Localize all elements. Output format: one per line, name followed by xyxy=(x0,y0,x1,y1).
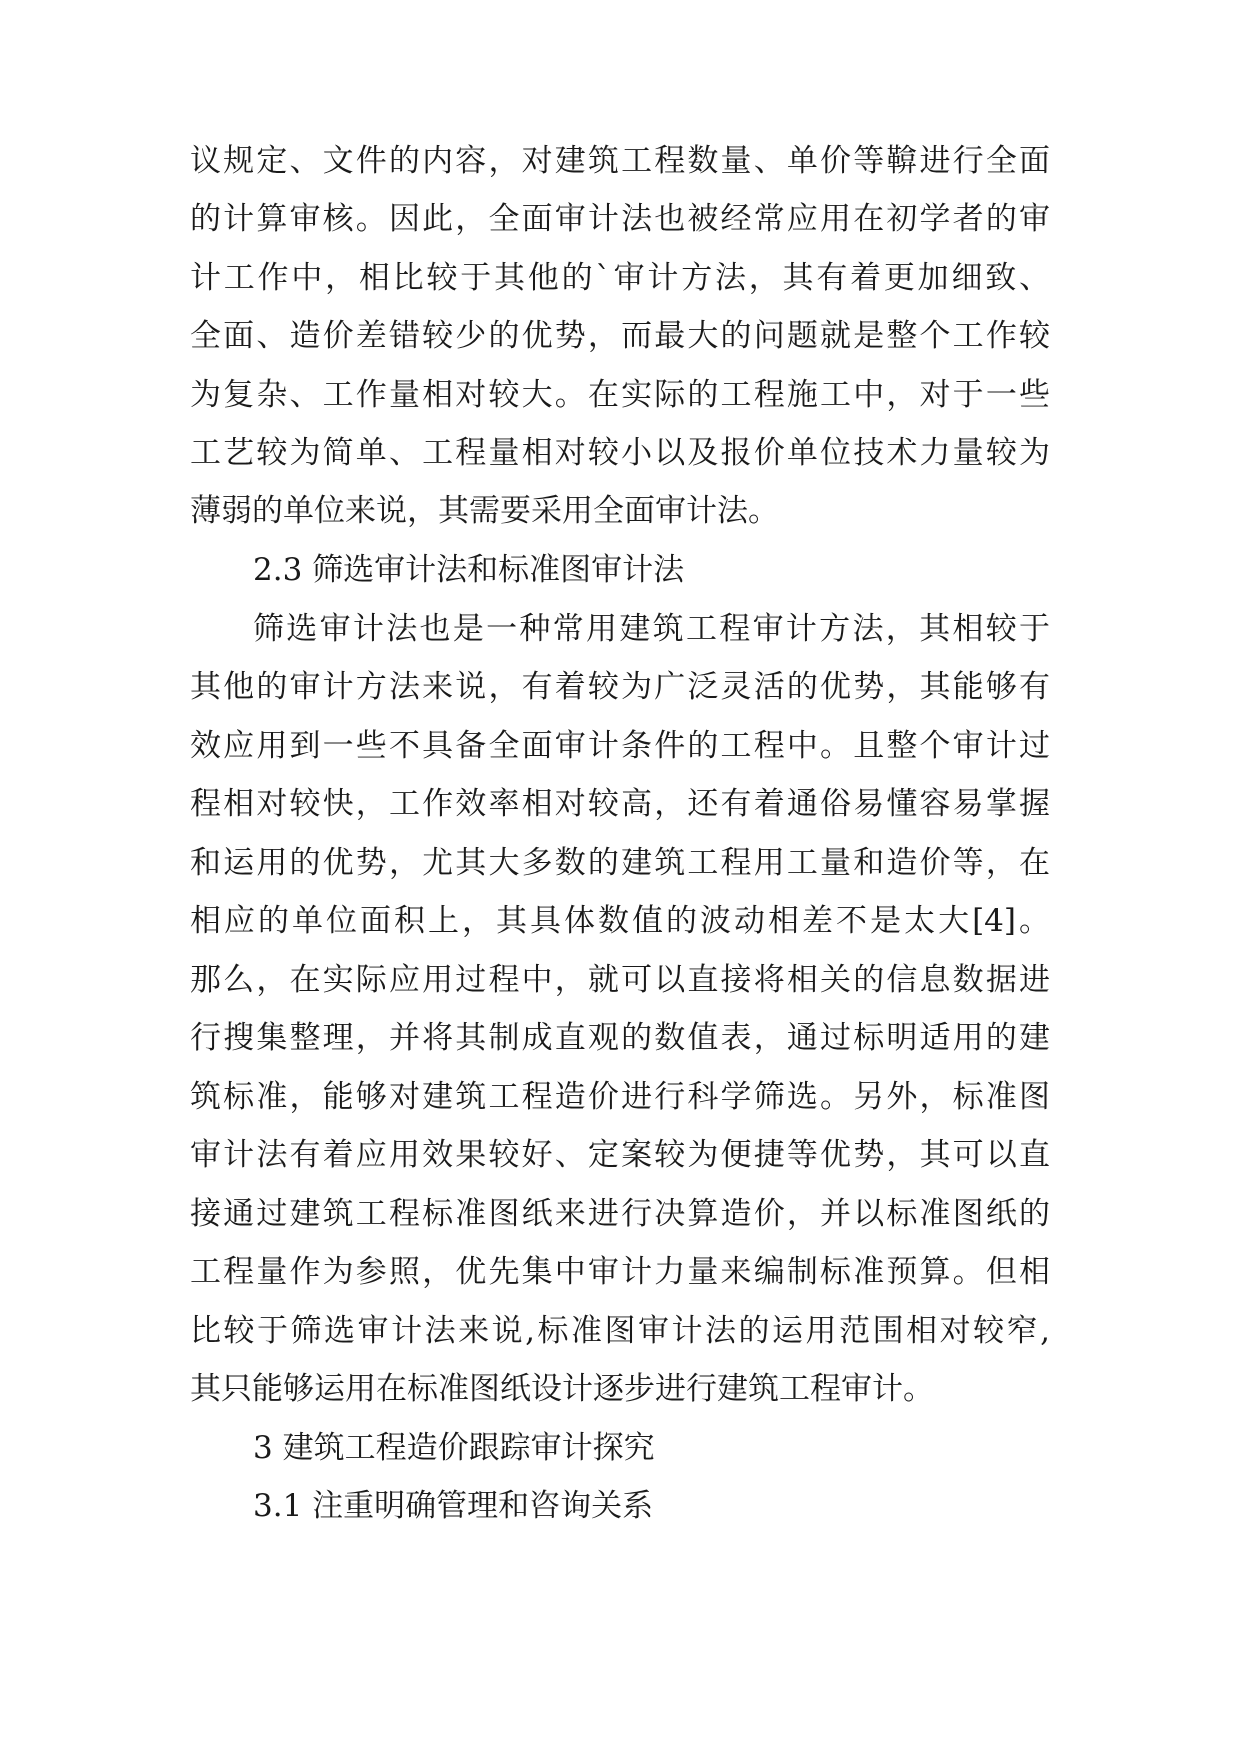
paragraph-line: 比较于筛选审计法来说,标准图审计法的运用范围相对较窄, xyxy=(190,1313,1050,1349)
paragraph-line: 计工作中，相比较于其他的`审计方法，其有着更加细致、 xyxy=(190,260,1050,296)
paragraph-line: 议规定、文件的内容，对建筑工程数量、单价等鞥进行全面 xyxy=(190,143,1050,179)
paragraph-line: 那么，在实际应用过程中，就可以直接将相关的信息数据进 xyxy=(190,962,1050,998)
section-heading-2-3: 2.3 筛选审计法和标准图审计法 xyxy=(253,552,685,588)
section-heading-3-1: 3.1 注重明确管理和咨询关系 xyxy=(253,1488,654,1524)
paragraph-line: 的计算审核。因此，全面审计法也被经常应用在初学者的审 xyxy=(190,201,1050,237)
paragraph-line: 和运用的优势，尤其大多数的建筑工程用工量和造价等，在 xyxy=(190,845,1050,881)
paragraph-line: 程相对较快，工作效率相对较高，还有着通俗易懂容易掌握 xyxy=(190,786,1050,822)
paragraph-line: 全面、造价差错较少的优势，而最大的问题就是整个工作较 xyxy=(190,318,1050,354)
paragraph-line: 接通过建筑工程标准图纸来进行决算造价，并以标准图纸的 xyxy=(190,1196,1050,1232)
paragraph-line: 其他的审计方法来说，有着较为广泛灵活的优势，其能够有 xyxy=(190,669,1050,705)
paragraph-line: 审计法有着应用效果较好、定案较为便捷等优势，其可以直 xyxy=(190,1137,1050,1173)
paragraph-line: 为复杂、工作量相对较大。在实际的工程施工中，对于一些 xyxy=(190,377,1050,413)
paragraph-line: 行搜集整理，并将其制成直观的数值表，通过标明适用的建 xyxy=(190,1020,1050,1056)
section-heading-3: 3 建筑工程造价跟踪审计探究 xyxy=(253,1430,655,1466)
paragraph-line: 筑标准，能够对建筑工程造价进行科学筛选。另外，标准图 xyxy=(190,1079,1050,1115)
paragraph-line: 其只能够运用在标准图纸设计逐步进行建筑工程审计。 xyxy=(190,1371,934,1407)
paragraph-line: 薄弱的单位来说，其需要采用全面审计法。 xyxy=(190,493,779,529)
paragraph-line: 筛选审计法也是一种常用建筑工程审计方法，其相较于 xyxy=(253,611,1050,647)
paragraph-line: 工程量作为参照，优先集中审计力量来编制标准预算。但相 xyxy=(190,1254,1050,1290)
paragraph-line: 相应的单位面积上，其具体数值的波动相差不是太大[4]。 xyxy=(190,903,1050,939)
paragraph-line: 效应用到一些不具备全面审计条件的工程中。且整个审计过 xyxy=(190,728,1050,764)
paragraph-line: 工艺较为简单、工程量相对较小以及报价单位技术力量较为 xyxy=(190,435,1050,471)
